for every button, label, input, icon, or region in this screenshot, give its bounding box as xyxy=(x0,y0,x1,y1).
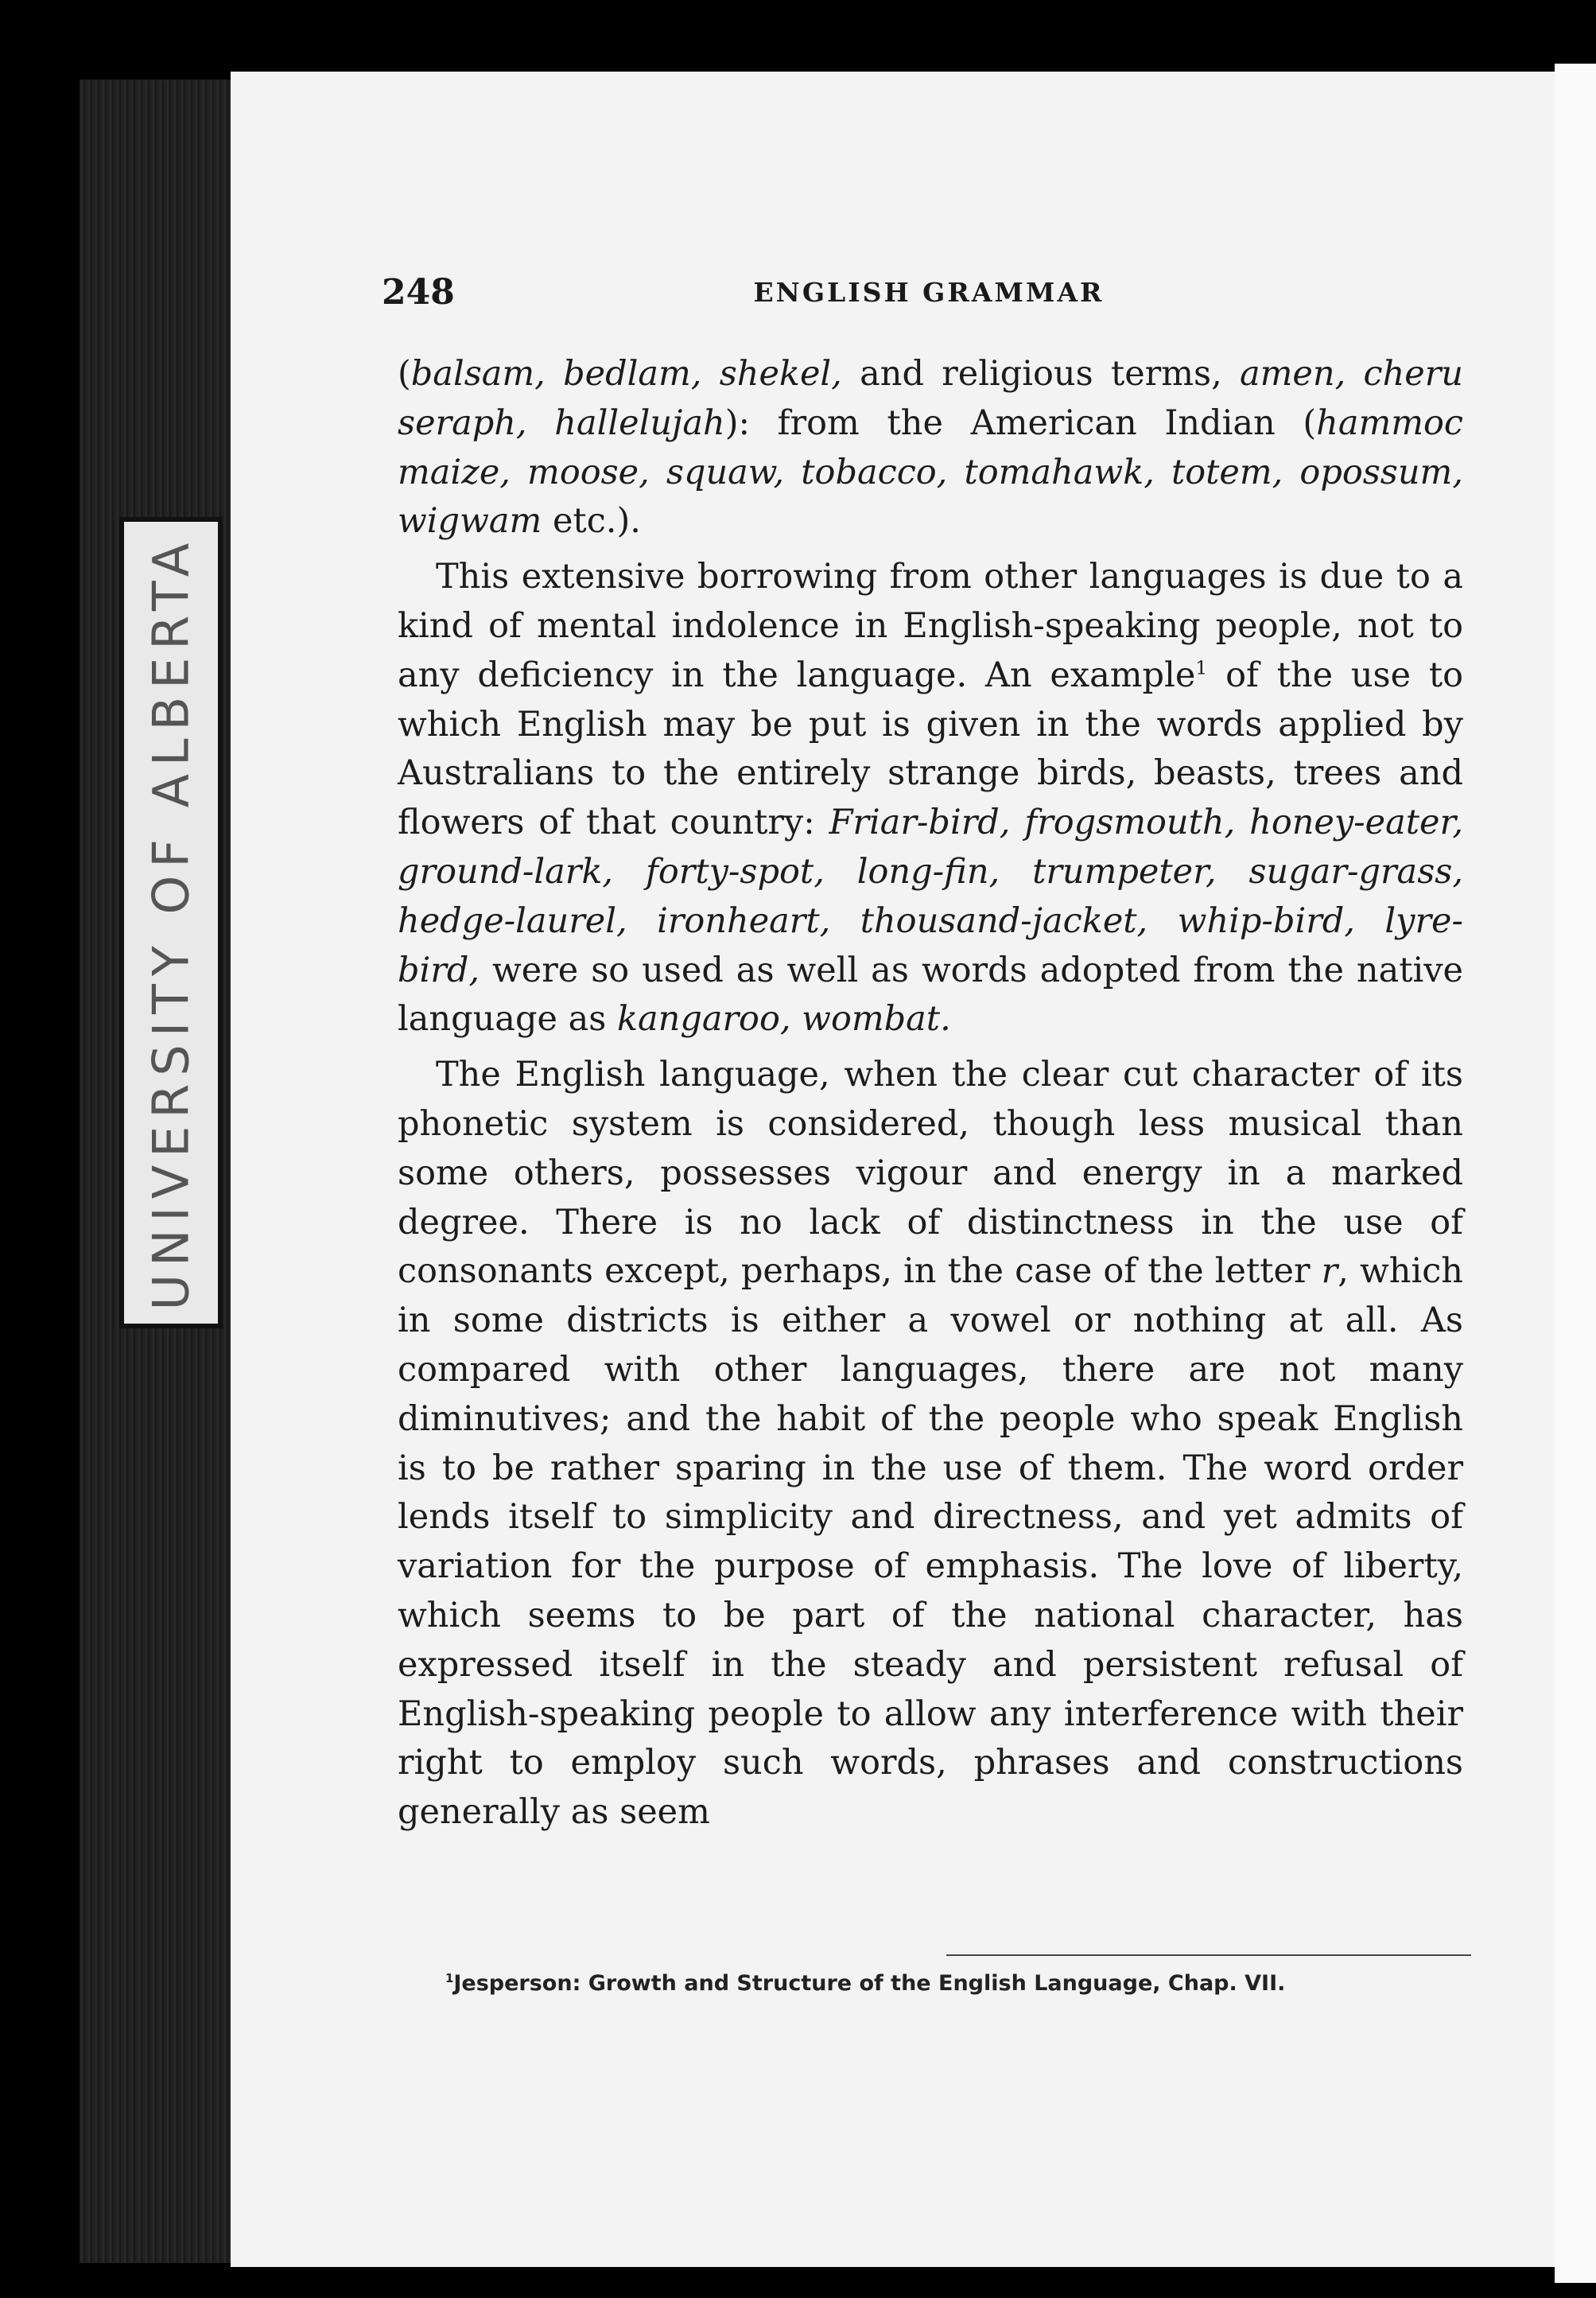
text-run: The English language, when the clear cut character of its phonetic system is considered, though less musical than some others, possesses vigour and energy in a marked degree. There is no lack of distinctness in the use of consonants except, perhaps, in the case of the letter xyxy=(398,1055,1463,1292)
text-run: This extensive borrowing from other languages is due to a kind of mental indolence in English-speaking people, not to any deficiency in the language. An example xyxy=(398,557,1463,695)
footnote-marker: 1 xyxy=(445,1971,454,1985)
paragraph xyxy=(398,350,1463,546)
text-run: , which in some districts is either a vowel or nothing at all. As compared with other languages, there are not many diminutives; and the habit of the people who speak English is to be rather sparing in the use of them. The word order lends itself to simplicity and directness, and yet admits of variation for the purpose of emphasis. The love of liberty, which seems to be part of the national character, has expressed itself in the steady and persistent refusal of English-speaking people to allow any interference with their right to employ such words, phrases and constructions generally as seem xyxy=(398,1251,1463,1833)
footnote xyxy=(445,1971,1479,1996)
page-number: 248 xyxy=(382,272,455,313)
footnote-reference: 1 xyxy=(1195,656,1208,679)
italic-run: wigwam xyxy=(398,501,542,542)
italic-run: seraph, hallelujah xyxy=(398,402,725,443)
italic-run: hammoc xyxy=(1316,402,1464,443)
footnote-rule xyxy=(946,1954,1471,1956)
italic-run: kangaroo, wombat. xyxy=(616,999,951,1040)
body-text xyxy=(398,350,1463,1837)
italic-run: r xyxy=(1321,1251,1338,1292)
text-run: etc.). xyxy=(542,501,641,542)
footnote-text: Jesperson: Growth and Structure of the English Language, Chap. VII. xyxy=(453,1971,1286,1996)
text-run: of the use to which English may be put is given in the words applied by Australians to the entirely strange birds, beasts, trees and flowers of that country: xyxy=(398,655,1464,843)
text-run: ): from the American Indian ( xyxy=(724,402,1317,443)
page-header xyxy=(382,272,1476,328)
spine-label xyxy=(119,517,223,1328)
italic-run: Friar-bird, frogsmouth, honey-eater, ground-lark, forty-spot, long-fin, trumpeter, sugar-grass, hedge-laurel, ironheart, thousand-jacket, whip-bird, lyre-bird, xyxy=(398,803,1463,990)
italic-run: balsam, bedlam, shekel, xyxy=(410,354,842,394)
spine-label-text: UNIVERSITY OF ALBERTA xyxy=(142,535,200,1311)
text-run: were so used as well as words adopted from the native language as xyxy=(398,950,1463,1040)
italic-run: maize, moose, squaw, tobacco, tomahawk, totem, opossum, xyxy=(398,452,1463,492)
text-run: and religious terms, xyxy=(841,354,1241,394)
paragraph xyxy=(398,1051,1463,1837)
text-run: ( xyxy=(398,354,411,394)
italic-run: amen, cheru xyxy=(1240,354,1463,394)
paragraph xyxy=(398,553,1463,1044)
facing-page-edge xyxy=(1555,64,1596,2283)
running-title: ENGLISH GRAMMAR xyxy=(753,277,1105,308)
